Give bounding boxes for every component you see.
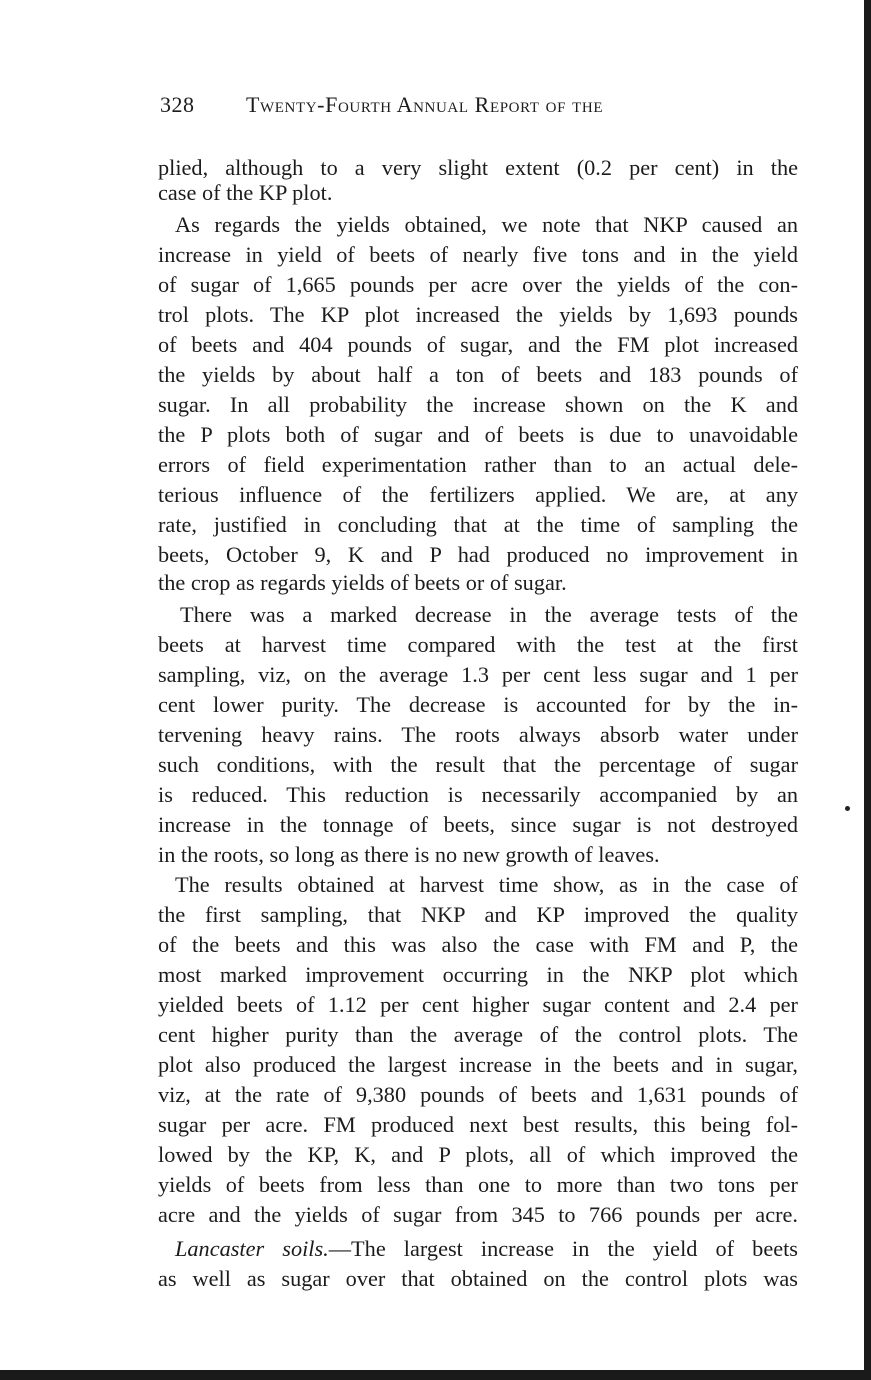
scan-speck <box>845 806 850 811</box>
text-line: most marked improvement occurring in the NKP plot which <box>158 962 798 987</box>
text-line: sampling, viz, on the average 1.3 per cent less sugar and 1 per <box>158 662 798 687</box>
text-line: of sugar of 1,665 pounds per acre over the yields of the con- <box>158 272 798 297</box>
text-line: such conditions, with the result that the percentage of sugar <box>158 752 798 777</box>
section-run-in-heading: Lancaster soils. <box>175 1236 329 1261</box>
text-line: case of the KP plot. <box>158 180 333 205</box>
text-line: There was a marked decrease in the average tests of the <box>180 602 798 627</box>
text-line: plot also produced the largest increase in the beets and in sugar, <box>158 1052 798 1077</box>
text-line: the yields by about half a ton of beets and 183 pounds of <box>158 362 798 387</box>
scan-edge-right <box>864 0 871 1380</box>
text-line: sugar. In all probability the increase shown on the K and <box>158 392 798 417</box>
text-line: increase in yield of beets of nearly five tons and in the yield <box>158 242 798 267</box>
text-line: plied, although to a very slight extent (0.2 per cent) in the <box>158 155 798 180</box>
text-line: terious influence of the fertilizers applied. We are, at any <box>158 482 798 507</box>
text-line: increase in the tonnage of beets, since sugar is not destroyed <box>158 812 798 837</box>
text-line: As regards the yields obtained, we note that NKP caused an <box>175 212 798 237</box>
section-run-in-text: —The largest increase in the yield of beets <box>328 1236 798 1261</box>
running-title: Twenty-Fourth Annual Report of the <box>246 92 604 117</box>
text-line: yielded beets of 1.12 per cent higher sugar content and 2.4 per <box>158 992 798 1017</box>
text-line: the crop as regards yields of beets or of sugar. <box>158 570 567 595</box>
text-line: of beets and 404 pounds of sugar, and the FM plot increased <box>158 332 798 357</box>
page-header <box>160 92 720 126</box>
text-line: yields of beets from less than one to more than two tons per <box>158 1172 798 1197</box>
text-line: lowed by the KP, K, and P plots, all of which improved the <box>158 1142 798 1167</box>
text-line: tervening heavy rains. The roots always absorb water under <box>158 722 798 747</box>
text-line: beets, October 9, K and P had produced no improvement in <box>158 542 798 567</box>
text-line: the P plots both of sugar and of beets is due to unavoidable <box>158 422 798 447</box>
text-line: beets at harvest time compared with the test at the first <box>158 632 798 657</box>
text-line: rate, justified in concluding that at the time of sampling the <box>158 512 798 537</box>
text-line: viz, at the rate of 9,380 pounds of beets and 1,631 pounds of <box>158 1082 798 1107</box>
text-line: acre and the yields of sugar from 345 to 766 pounds per acre. <box>158 1202 798 1227</box>
text-line: as well as sugar over that obtained on the control plots was <box>158 1266 798 1291</box>
text-line: errors of field experimentation rather than to an actual dele- <box>158 452 798 477</box>
text-line: is reduced. This reduction is necessarily accompanied by an <box>158 782 798 807</box>
text-line: The results obtained at harvest time show, as in the case of <box>175 872 798 897</box>
text-line: trol plots. The KP plot increased the yields by 1,693 pounds <box>158 302 798 327</box>
scan-edge-bottom <box>0 1370 871 1380</box>
text-line: the first sampling, that NKP and KP improved the quality <box>158 902 798 927</box>
page-number: 328 <box>160 92 195 117</box>
lancaster-line <box>175 1234 798 1264</box>
text-line: sugar per acre. FM produced next best results, this being fol- <box>158 1112 798 1137</box>
text-line: of the beets and this was also the case with FM and P, the <box>158 932 798 957</box>
text-line: in the roots, so long as there is no new growth of leaves. <box>158 842 660 867</box>
text-line: cent higher purity than the average of the control plots. The <box>158 1022 798 1047</box>
text-line: cent lower purity. The decrease is accounted for by the in- <box>158 692 798 717</box>
